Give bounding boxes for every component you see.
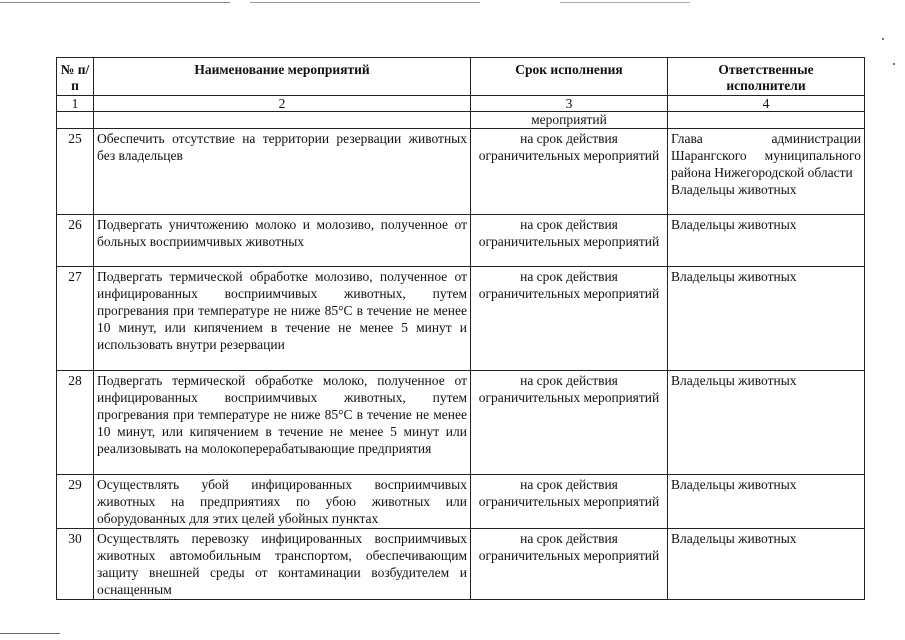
scan-edge-line: [0, 2, 230, 3]
term-text: на срок действия ограничительных мероприятий: [471, 475, 668, 529]
responsible-cell: [668, 475, 865, 529]
responsible-cell: [668, 529, 865, 600]
column-number: 4: [668, 96, 865, 112]
table-row: [57, 371, 865, 475]
scan-speck: [893, 63, 895, 65]
scan-edge-line: [0, 633, 60, 634]
column-number: 3: [471, 96, 668, 112]
table-row: [57, 529, 865, 600]
measure-name: Подвергать термической обработке молоко, полученное от инфицированных восприимчивых животных, путем прогревания при температуре не ниже 85°С в течение не менее 10 минут, или кипячением в течение не менее 5 минут или реализовывать на молокоперерабатывающие предприятия: [94, 371, 471, 475]
scan-edge-line: [250, 2, 480, 3]
responsible-text: Владельцы животных: [671, 531, 797, 546]
header-responsible: Ответственные исполнители: [668, 58, 865, 96]
cell-responsible: [668, 112, 865, 129]
responsible-text: Владельцы животных: [671, 182, 797, 197]
term-text: на срок действия ограничительных мероприятий: [471, 529, 668, 600]
term-text: на срок действия ограничительных мероприятий: [471, 267, 668, 371]
cell-term: мероприятий: [471, 112, 668, 129]
responsible-cell: [668, 267, 865, 371]
continuation-row: [57, 112, 865, 129]
measures-table: [56, 57, 865, 600]
row-number: 25: [57, 129, 94, 215]
header-name: Наименование мероприятий: [94, 58, 471, 96]
responsible-cell: [668, 371, 865, 475]
responsible-text: Владельцы животных: [671, 217, 797, 232]
measure-name: Подвергать термической обработке молозиво, полученное от инфицированных восприимчивых животных, путем прогревания при температуре не ниже 85°С в течение не менее 10 минут, или кипячением в течение не менее 5 минут и использовать внутри резервации: [94, 267, 471, 371]
header-term: Срок исполнения: [471, 58, 668, 96]
table-header-row: [57, 58, 865, 96]
term-text: на срок действия ограничительных мероприятий: [471, 371, 668, 475]
table-row: [57, 475, 865, 529]
scan-edge-line: [560, 2, 690, 3]
cell-no: [57, 112, 94, 129]
responsible-text: Владельцы животных: [671, 477, 797, 492]
column-number: 1: [57, 96, 94, 112]
row-number: 28: [57, 371, 94, 475]
row-number: 30: [57, 529, 94, 600]
term-text: на срок действия ограничительных мероприятий: [471, 129, 668, 215]
row-number: 26: [57, 215, 94, 267]
responsible-text: Глава администрации Шарангского муниципального района Нижегородской области: [671, 131, 861, 180]
header-no: № п/п: [57, 58, 94, 96]
table-row: [57, 267, 865, 371]
column-number: 2: [94, 96, 471, 112]
table-row: [57, 215, 865, 267]
scan-speck: [882, 38, 884, 40]
measure-name: Осуществлять перевозку инфицированных восприимчивых животных автомобильным транспортом, обеспечивающим защиту внешней среды от контаминации возбудителем и оснащенным: [94, 529, 471, 600]
responsible-text: Владельцы животных: [671, 373, 797, 388]
measure-name: Обеспечить отсутствие на территории резервации животных без владельцев: [94, 129, 471, 215]
row-number: 27: [57, 267, 94, 371]
term-text: на срок действия ограничительных мероприятий: [471, 215, 668, 267]
responsible-cell: [668, 215, 865, 267]
measure-name: Подвергать уничтожению молоко и молозиво, полученное от больных восприимчивых животных: [94, 215, 471, 267]
cell-name: [94, 112, 471, 129]
column-number-row: [57, 96, 865, 112]
row-number: 29: [57, 475, 94, 529]
responsible-cell: [668, 129, 865, 215]
measure-name: Осуществлять убой инфицированных восприимчивых животных на предприятиях по убою животных или оборудованных для этих целей убойных пунктах: [94, 475, 471, 529]
table-row: [57, 129, 865, 215]
responsible-text: Владельцы животных: [671, 269, 797, 284]
